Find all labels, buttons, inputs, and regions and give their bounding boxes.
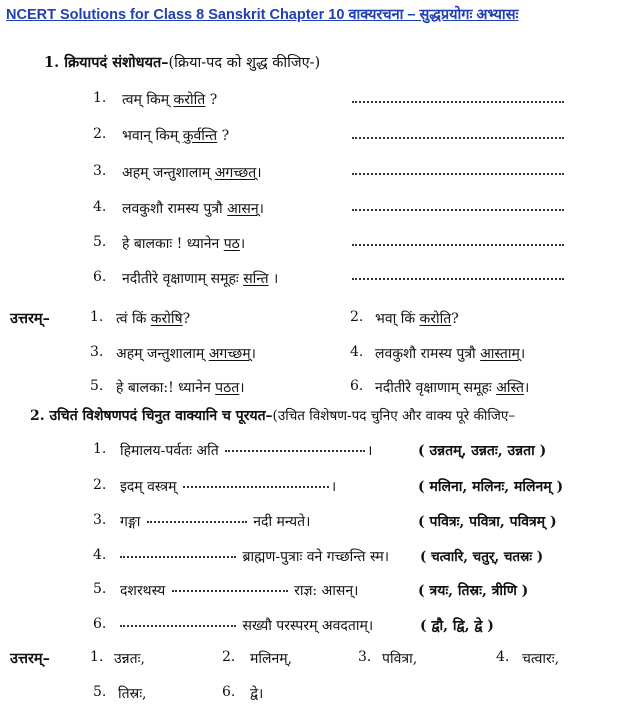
q2-item-number: 4. [93, 547, 107, 563]
q2-item-options: ( द्वौ, द्वि, द्वे ) [420, 618, 494, 634]
q2-item-number: 2. [93, 477, 107, 493]
a2-item-number: 6. [222, 684, 236, 700]
a2-item-text: तिस्रः, [118, 686, 147, 702]
q2-item-number: 6. [93, 616, 107, 632]
fill-in-blank [120, 625, 236, 627]
question-1-heading [44, 52, 320, 72]
question-2-subtitle: (उचित विशेषण-पद चुनिए और वाक्य पूरे कीजिए– [272, 408, 516, 424]
answer-blank-line [352, 173, 564, 175]
fill-in-blank [172, 590, 288, 592]
q2-item-number: 3. [93, 512, 107, 528]
q1-item-verb: पठ [223, 236, 240, 252]
fill-in-blank [183, 486, 329, 488]
a1-item-number: 2. [350, 309, 364, 325]
q1-item-sentence: भवान् किम् कुर्वन्ति ? [122, 128, 230, 144]
answer-2-label: उत्तरम्– [10, 650, 50, 667]
q2-item-options: ( चत्वारि, चतुर्, चतस्रः ) [420, 549, 544, 565]
a1-item-sentence: अहम् जन्तुशालाम् अगच्छम्। [116, 346, 256, 362]
question-2-heading [30, 406, 515, 425]
a2-item-number: 1. [90, 649, 104, 665]
q1-item-number: 6. [93, 269, 107, 285]
a1-item-sentence: लवकुशौ रामस्य पुत्रौ आस्ताम्। [375, 346, 526, 362]
a2-item-text: द्वे। [250, 686, 264, 702]
q1-item-number: 1. [93, 90, 107, 106]
answer-1-label: उत्तरम्– [10, 310, 50, 327]
answer-blank-line [352, 278, 564, 280]
q1-item-sentence: त्वम् किम् करोति ? [122, 92, 218, 108]
q1-item-number: 4. [93, 199, 107, 215]
a1-item-sentence: हे बालका:! ध्यानेन पठत। [116, 380, 245, 396]
a1-item-number: 1. [90, 309, 104, 325]
a2-item-text: चत्वारः, [522, 651, 560, 667]
a2-item-number: 5. [93, 684, 107, 700]
q2-item-sentence: ब्राह्मण-पुत्राः वने गच्छन्ति स्म। [118, 547, 389, 566]
a1-item-number: 4. [350, 344, 364, 360]
q1-item-verb: आसन् [227, 201, 259, 217]
q2-item-options: ( पवित्रः, पवित्रा, पवित्रम् ) [418, 514, 557, 530]
q1-item-sentence: लवकुशौ रामस्य पुत्रौ आसन्। [122, 201, 264, 217]
a1-item-sentence: नदीतीरे वृक्षाणाम् समूहः अस्ति। [375, 380, 530, 396]
q2-item-number: 1. [93, 441, 107, 457]
q1-item-number: 2. [93, 126, 107, 142]
q2-item-sentence: गङ्गा नदी मन्यते। [120, 514, 311, 530]
a1-item-number: 3. [90, 344, 104, 360]
a2-item-number: 4. [496, 649, 510, 665]
q2-item-sentence: हिमालय-पर्वतः अति । [120, 443, 373, 459]
a2-item-text: मलिनम्, [250, 651, 293, 667]
fill-in-blank [120, 556, 236, 558]
q1-item-verb: सन्ति [243, 271, 269, 287]
a1-item-number: 6. [350, 378, 364, 394]
question-2-title: उचितं विशेषणपदं चिनुत वाक्यानि च पूरयत– [49, 408, 273, 424]
question-1-subtitle: (क्रिया-पद को शुद्ध कीजिए-) [168, 55, 321, 71]
q2-item-options: ( उन्नतम्, उन्नतः, उन्नता ) [418, 443, 547, 459]
question-1-title: क्रियापदं संशोधयत– [64, 54, 169, 71]
q2-item-number: 5. [93, 581, 107, 597]
answer-blank-line [352, 209, 564, 211]
q2-item-sentence: दशरथस्य राज्ञ: आसन्। [120, 583, 359, 599]
a2-item-number: 2. [222, 649, 236, 665]
q2-item-options: ( त्रयः, तिस्रः, त्रीणि ) [418, 583, 529, 599]
fill-in-blank [147, 521, 247, 523]
answer-blank-line [352, 244, 564, 246]
a2-item-text: उन्नतः, [114, 651, 145, 667]
fill-in-blank [225, 450, 365, 452]
answer-blank-line [352, 101, 564, 103]
q2-item-options: ( मलिना, मलिनः, मलिनम् ) [418, 479, 564, 495]
q1-item-number: 5. [93, 234, 107, 250]
question-2-number: 2. [30, 408, 45, 424]
q1-item-verb: करोति [173, 92, 206, 108]
page-title[interactable]: NCERT Solutions for Class 8 Sanskrit Chapter 10 वाक्यरचना – सुद्धप्रयोगः अभ्यासः [6, 7, 519, 23]
q1-item-verb: कुर्वन्ति [182, 128, 218, 144]
a2-item-number: 3. [358, 649, 372, 665]
answer-blank-line [352, 137, 564, 139]
a1-item-number: 5. [90, 378, 104, 394]
a1-item-sentence: भवा् किं करोति? [375, 311, 459, 327]
q1-item-sentence: हे बालकाः ! ध्यानेन पठ। [122, 236, 246, 252]
q1-item-sentence: नदीतीरे वृक्षाणाम् समूहः सन्ति । [122, 271, 279, 287]
q1-item-number: 3. [93, 163, 107, 179]
a2-item-text: पवित्रा, [382, 651, 418, 667]
q2-item-sentence: इदम् वस्त्रम् । [120, 479, 337, 495]
q1-item-verb: अगच्छत् [214, 165, 257, 181]
q2-item-sentence: सख्यौ परस्परम् अवदताम्। [118, 616, 373, 635]
a1-item-sentence: त्वं किं करोषि? [116, 311, 191, 327]
q1-item-sentence: अहम् जन्तुशालाम् अगच्छत्। [122, 165, 262, 181]
question-1-number: 1. [44, 54, 60, 71]
